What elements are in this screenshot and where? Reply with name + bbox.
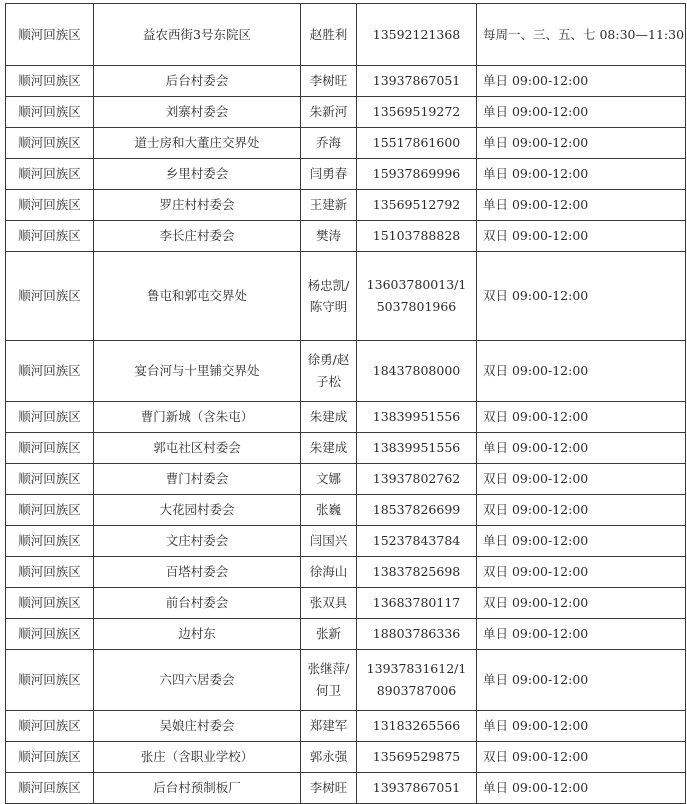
district-cell: 顺河回族区 — [6, 128, 94, 159]
location-cell: 曹门村委会 — [94, 464, 301, 495]
contact-cell: 朱建成 — [301, 433, 357, 464]
district-cell: 顺河回族区 — [6, 4, 94, 66]
phone-cell: 18803786336 — [357, 619, 477, 650]
district-cell: 顺河回族区 — [6, 97, 94, 128]
phone-cell: 15517861600 — [357, 128, 477, 159]
time-cell: 双日 09:00-12:00 — [477, 588, 686, 619]
location-cell: 罗庄村村委会 — [94, 190, 301, 221]
contact-cell: 闫勇春 — [301, 159, 357, 190]
time-cell: 双日 09:00-12:00 — [477, 402, 686, 433]
table-row — [6, 464, 686, 495]
time-cell: 单日 09:00-12:00 — [477, 159, 686, 190]
table-row — [6, 66, 686, 97]
schedule-table — [5, 3, 686, 804]
time-cell: 单日 09:00-12:00 — [477, 650, 686, 711]
location-cell: 后台村委会 — [94, 66, 301, 97]
table-row — [6, 4, 686, 66]
table-row — [6, 402, 686, 433]
district-cell: 顺河回族区 — [6, 650, 94, 711]
contact-cell: 朱新河 — [301, 97, 357, 128]
location-cell: 边村东 — [94, 619, 301, 650]
contact-cell: 樊涛 — [301, 221, 357, 252]
table-row — [6, 711, 686, 742]
contact-cell: 张巍 — [301, 495, 357, 526]
phone-cell: 15937869996 — [357, 159, 477, 190]
table-row — [6, 159, 686, 190]
time-cell: 每周一、三、五、七 08:30—11:30 — [477, 4, 686, 66]
contact-cell: 王建新 — [301, 190, 357, 221]
phone-cell: 13683780117 — [357, 588, 477, 619]
district-cell: 顺河回族区 — [6, 66, 94, 97]
district-cell: 顺河回族区 — [6, 773, 94, 804]
table-row — [6, 526, 686, 557]
district-cell: 顺河回族区 — [6, 526, 94, 557]
location-cell: 吴娘庄村委会 — [94, 711, 301, 742]
time-cell: 双日 09:00-12:00 — [477, 495, 686, 526]
time-cell: 单日 09:00-12:00 — [477, 433, 686, 464]
time-cell: 单日 09:00-12:00 — [477, 526, 686, 557]
time-cell: 双日 09:00-12:00 — [477, 252, 686, 341]
location-cell: 益农西街3号东院区 — [94, 4, 301, 66]
location-cell: 道士房和大董庄交界处 — [94, 128, 301, 159]
phone-cell: 18437808000 — [357, 341, 477, 402]
table-row — [6, 773, 686, 804]
district-cell: 顺河回族区 — [6, 221, 94, 252]
time-cell: 双日 09:00-12:00 — [477, 557, 686, 588]
table-row — [6, 495, 686, 526]
contact-cell: 郑建军 — [301, 711, 357, 742]
table-row — [6, 650, 686, 711]
time-cell: 单日 09:00-12:00 — [477, 773, 686, 804]
time-cell: 单日 09:00-12:00 — [477, 190, 686, 221]
time-cell: 单日 09:00-12:00 — [477, 711, 686, 742]
contact-cell: 闫国兴 — [301, 526, 357, 557]
contact-cell: 张新 — [301, 619, 357, 650]
table-row — [6, 97, 686, 128]
location-cell: 百塔村委会 — [94, 557, 301, 588]
district-cell: 顺河回族区 — [6, 190, 94, 221]
location-cell: 鲁屯和郭屯交界处 — [94, 252, 301, 341]
table-row — [6, 252, 686, 341]
district-cell: 顺河回族区 — [6, 495, 94, 526]
location-cell: 曹门新城（含朱屯） — [94, 402, 301, 433]
time-cell: 单日 09:00-12:00 — [477, 97, 686, 128]
phone-cell: 13837825698 — [357, 557, 477, 588]
schedule-table-body — [6, 4, 686, 804]
location-cell: 文庄村委会 — [94, 526, 301, 557]
phone-cell: 13569529875 — [357, 742, 477, 773]
phone-cell: 18537826699 — [357, 495, 477, 526]
phone-cell: 13183265566 — [357, 711, 477, 742]
contact-cell: 朱建成 — [301, 402, 357, 433]
table-row — [6, 588, 686, 619]
district-cell: 顺河回族区 — [6, 402, 94, 433]
contact-cell: 徐勇/赵子松 — [301, 341, 357, 402]
contact-cell: 李树旺 — [301, 773, 357, 804]
contact-cell: 李树旺 — [301, 66, 357, 97]
location-cell: 前台村委会 — [94, 588, 301, 619]
phone-cell: 13937802762 — [357, 464, 477, 495]
time-cell: 双日 09:00-12:00 — [477, 341, 686, 402]
phone-cell: 13937831612/18903787006 — [357, 650, 477, 711]
time-cell: 双日 09:00-12:00 — [477, 464, 686, 495]
district-cell: 顺河回族区 — [6, 711, 94, 742]
location-cell: 李长庄村委会 — [94, 221, 301, 252]
location-cell: 郭屯社区村委会 — [94, 433, 301, 464]
location-cell: 宴台河与十里铺交界处 — [94, 341, 301, 402]
table-row — [6, 221, 686, 252]
table-row — [6, 433, 686, 464]
time-cell: 双日 09:00-12:00 — [477, 221, 686, 252]
district-cell: 顺河回族区 — [6, 159, 94, 190]
table-row — [6, 190, 686, 221]
district-cell: 顺河回族区 — [6, 619, 94, 650]
time-cell: 双日 09:00-12:00 — [477, 742, 686, 773]
location-cell: 后台村预制板厂 — [94, 773, 301, 804]
phone-cell: 13937867051 — [357, 66, 477, 97]
district-cell: 顺河回族区 — [6, 464, 94, 495]
district-cell: 顺河回族区 — [6, 433, 94, 464]
contact-cell: 张继萍/何卫 — [301, 650, 357, 711]
table-row — [6, 742, 686, 773]
phone-cell: 15103788828 — [357, 221, 477, 252]
time-cell: 单日 09:00-12:00 — [477, 619, 686, 650]
location-cell: 乡里村委会 — [94, 159, 301, 190]
contact-cell: 乔海 — [301, 128, 357, 159]
time-cell: 单日 09:00-12:00 — [477, 128, 686, 159]
contact-cell: 杨忠凯/陈守明 — [301, 252, 357, 341]
table-row — [6, 557, 686, 588]
table-row — [6, 128, 686, 159]
contact-cell: 张双具 — [301, 588, 357, 619]
contact-cell: 郭永强 — [301, 742, 357, 773]
phone-cell: 13592121368 — [357, 4, 477, 66]
table-row — [6, 341, 686, 402]
location-cell: 大花园村委会 — [94, 495, 301, 526]
district-cell: 顺河回族区 — [6, 557, 94, 588]
contact-cell: 赵胜利 — [301, 4, 357, 66]
district-cell: 顺河回族区 — [6, 252, 94, 341]
time-cell: 单日 09:00-12:00 — [477, 66, 686, 97]
phone-cell: 13603780013/15037801966 — [357, 252, 477, 341]
phone-cell: 13569512792 — [357, 190, 477, 221]
phone-cell: 13569519272 — [357, 97, 477, 128]
district-cell: 顺河回族区 — [6, 742, 94, 773]
phone-cell: 13937867051 — [357, 773, 477, 804]
phone-cell: 13839951556 — [357, 402, 477, 433]
district-cell: 顺河回族区 — [6, 588, 94, 619]
phone-cell: 15237843784 — [357, 526, 477, 557]
location-cell: 张庄（含职业学校） — [94, 742, 301, 773]
location-cell: 刘寨村委会 — [94, 97, 301, 128]
location-cell: 六四六居委会 — [94, 650, 301, 711]
contact-cell: 徐海山 — [301, 557, 357, 588]
contact-cell: 文娜 — [301, 464, 357, 495]
table-row — [6, 619, 686, 650]
phone-cell: 13839951556 — [357, 433, 477, 464]
district-cell: 顺河回族区 — [6, 341, 94, 402]
